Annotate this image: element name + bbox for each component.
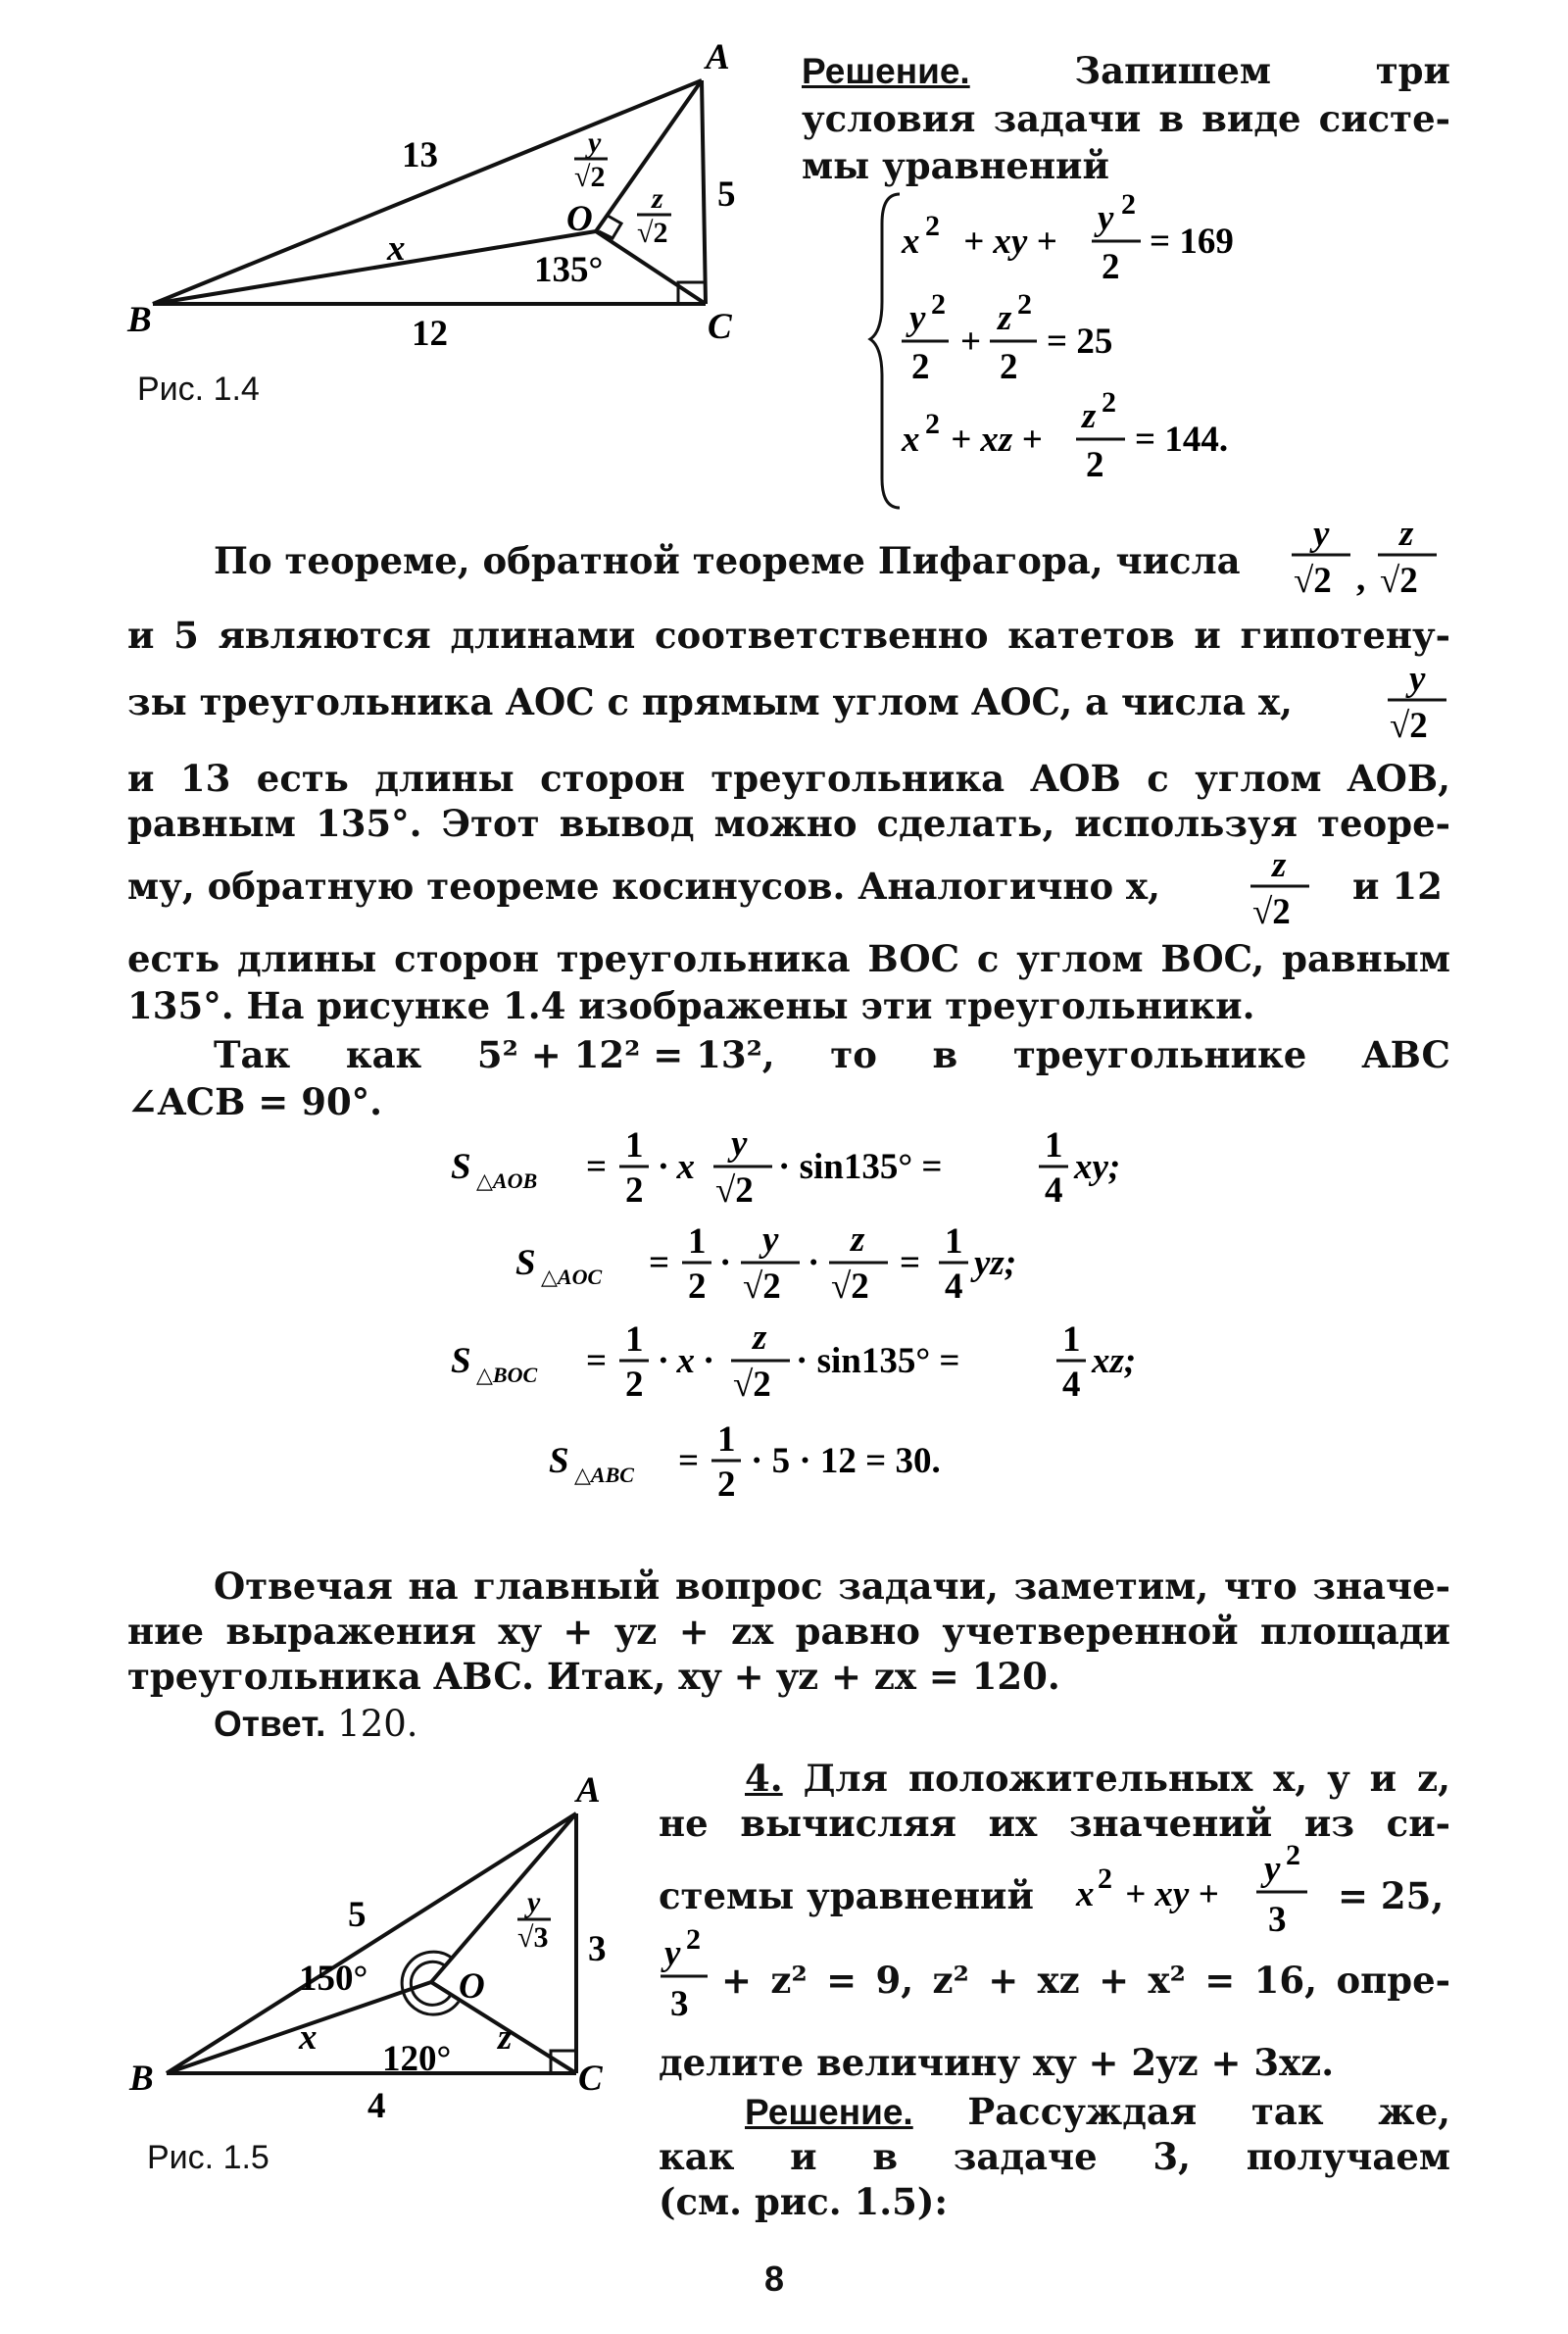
svg-text:S: S <box>451 1147 471 1187</box>
caption-fig-1-5: Рис. 1.5 <box>147 2139 270 2176</box>
svg-text:√2: √2 <box>1390 706 1428 746</box>
eq1-value: = 169 <box>1150 222 1234 262</box>
problem4-eq1-value: = 25, <box>1338 1874 1445 1917</box>
svg-text:xy;: xy; <box>1074 1147 1121 1187</box>
page-number: 8 <box>764 2259 785 2299</box>
label-ab: 13 <box>402 135 438 175</box>
solution-intro: Решение. Запишем три условия задачи в виде систе- мы уравнений <box>802 49 1450 187</box>
label-angle-150: 150° <box>299 1959 368 1999</box>
problem4-eq1 <box>1068 1839 1323 1951</box>
solution4-heading: Решение. <box>745 2092 913 2132</box>
figure-1-5 <box>127 1755 637 2127</box>
label-ao-num: y <box>527 1886 541 1918</box>
svg-text:2: 2 <box>1017 288 1032 321</box>
svg-text:2: 2 <box>1086 445 1104 485</box>
point-b: B <box>127 300 152 340</box>
label-bc: 4 <box>368 2086 386 2126</box>
problem4-line4: + z² = 9, z² + xz + x² = 16, опре- <box>721 1959 1450 2002</box>
svg-text:√2: √2 <box>1380 561 1418 601</box>
svg-text:√2: √2 <box>1252 892 1291 932</box>
segment-bo <box>153 231 596 304</box>
svg-text:1: 1 <box>1045 1125 1063 1166</box>
svg-text:1: 1 <box>1062 1319 1081 1360</box>
problem4-line2: не вычисляя их значений из си- <box>659 1802 1450 1845</box>
solution4-line1: Решение. Рассуждая так же, <box>745 2090 1450 2133</box>
svg-text:△AOB: △AOB <box>476 1168 538 1193</box>
svg-text:2: 2 <box>1000 347 1018 387</box>
svg-text:+ xz +: + xz + <box>951 420 1043 460</box>
label-bo: x <box>387 228 406 269</box>
label-ao-den: √3 <box>517 1921 549 1954</box>
point-c: C <box>708 307 732 347</box>
solution-heading: Решение. <box>802 51 970 91</box>
svg-text:2: 2 <box>925 408 940 440</box>
svg-text:z: z <box>1082 396 1097 436</box>
svg-text:S: S <box>515 1243 536 1283</box>
p3-line2: ние выражения xy + yz + zx равно учетверенной площади <box>127 1610 1450 1653</box>
svg-text:1: 1 <box>625 1319 644 1360</box>
label-ab: 5 <box>348 1895 367 1935</box>
svg-text:·: · <box>808 1243 820 1283</box>
answer: Ответ. 120. <box>214 1703 418 1745</box>
svg-text:2: 2 <box>688 1266 707 1307</box>
svg-text:S: S <box>451 1341 471 1381</box>
svg-text:x: x <box>1076 1874 1095 1914</box>
svg-text:√2: √2 <box>831 1266 869 1307</box>
svg-text:2: 2 <box>1102 386 1116 419</box>
svg-text:x: x <box>902 420 920 460</box>
area-formulas <box>431 1123 1274 1539</box>
fraction-z-root2 <box>1245 843 1323 941</box>
svg-text:z: z <box>1399 514 1414 554</box>
svg-text:2: 2 <box>1102 247 1120 287</box>
svg-text:z: z <box>753 1317 767 1358</box>
p1-line1: По теореме, обратной теореме Пифагора, числа <box>214 539 1241 582</box>
label-oc-den: √2 <box>637 217 668 249</box>
caption-fig-1-4: Рис. 1.4 <box>137 371 260 408</box>
svg-text:=: = <box>678 1441 700 1481</box>
svg-text:z: z <box>1272 845 1287 885</box>
svg-text:y: y <box>1264 1849 1281 1889</box>
point-a: A <box>576 1770 601 1811</box>
svg-text:yz;: yz; <box>974 1243 1017 1283</box>
svg-text:z: z <box>851 1219 865 1260</box>
p1-line8: 135°. На рисунке 1.4 изображены эти треугольники. <box>127 984 1255 1027</box>
p1-line5: равным 135°. Этот вывод можно сделать, используя теоре- <box>127 802 1450 845</box>
svg-text:1: 1 <box>717 1419 736 1460</box>
svg-text:2: 2 <box>925 210 940 242</box>
equation-system <box>870 184 1350 518</box>
svg-text:4: 4 <box>1062 1365 1081 1405</box>
label-ao-num: y <box>588 126 602 159</box>
svg-text:y: y <box>762 1219 779 1260</box>
svg-text:+ xy +: + xy + <box>1125 1874 1219 1914</box>
p2-line2: ∠ACB = 90°. <box>127 1080 383 1123</box>
fractions-y-z-root2 <box>1274 512 1460 610</box>
svg-text:=: = <box>586 1341 608 1381</box>
svg-text:2: 2 <box>1098 1862 1112 1895</box>
svg-text:√2: √2 <box>733 1365 771 1405</box>
svg-text:2: 2 <box>686 1923 701 1956</box>
eq2-value: = 25 <box>1047 322 1113 362</box>
svg-text:2: 2 <box>1121 188 1136 221</box>
p1-line3: зы треугольника AOC с прямым углом AOC, а числа x, <box>127 680 1293 723</box>
solution4-line2: как и в задаче 3, получаем <box>659 2135 1450 2178</box>
solution4-line3: (см. рис. 1.5): <box>659 2180 949 2223</box>
svg-text:y: y <box>731 1123 748 1164</box>
svg-text:· 5 · 12 = 30.: · 5 · 12 = 30. <box>751 1441 941 1481</box>
svg-text:xz;: xz; <box>1092 1341 1137 1381</box>
svg-text:1: 1 <box>625 1125 644 1166</box>
problem4-number: 4. <box>745 1757 783 1800</box>
svg-text:△BOC: △BOC <box>476 1363 538 1387</box>
figure-1-4 <box>118 37 764 354</box>
svg-text:√2: √2 <box>715 1170 754 1211</box>
p1-line6b: и 12 <box>1352 865 1443 908</box>
svg-text:z: z <box>998 298 1012 338</box>
svg-text:· x ·: · x · <box>659 1341 713 1381</box>
point-b: B <box>129 2059 154 2099</box>
svg-text:y: y <box>1313 514 1330 554</box>
svg-text:=: = <box>649 1243 670 1283</box>
p3-line1: Отвечая на главный вопрос задачи, заметим, что значе- <box>214 1564 1450 1608</box>
segment-ao <box>431 1813 576 1982</box>
segment-ab <box>153 80 702 304</box>
label-bc: 12 <box>412 314 448 354</box>
svg-text:√2: √2 <box>743 1266 781 1307</box>
svg-text:+: + <box>960 322 982 362</box>
svg-text:y: y <box>909 298 926 338</box>
svg-text:2: 2 <box>625 1365 644 1405</box>
svg-text:· sin135° =: · sin135° = <box>796 1341 960 1381</box>
svg-text:x: x <box>902 222 920 262</box>
svg-text:· sin135° =: · sin135° = <box>778 1147 943 1187</box>
svg-text:=: = <box>586 1147 608 1187</box>
svg-text:2: 2 <box>1286 1839 1300 1871</box>
p1-line6: му, обратную теореме косинусов. Аналогично x, <box>127 865 1160 908</box>
problem4-line3: стемы уравнений <box>659 1874 1034 1917</box>
svg-text:△AOC: △AOC <box>541 1265 603 1289</box>
svg-text:·: · <box>719 1243 732 1283</box>
p1-line4: и 13 есть длины сторон треугольника AOB с углом AOB, <box>127 757 1450 800</box>
svg-text:2: 2 <box>931 288 946 321</box>
p3-line3: треугольника ABC. Итак, xy + yz + zx = 120. <box>127 1655 1060 1698</box>
label-angle-120: 120° <box>382 2039 452 2079</box>
svg-text:√2: √2 <box>1294 561 1332 601</box>
svg-text:1: 1 <box>688 1221 707 1262</box>
point-c: C <box>578 2059 603 2099</box>
svg-text:y: y <box>1098 198 1114 238</box>
svg-text:S: S <box>549 1441 569 1481</box>
svg-text:2: 2 <box>911 347 930 387</box>
eq3-value: = 144. <box>1135 420 1229 460</box>
point-o: O <box>566 199 593 239</box>
svg-text:2: 2 <box>717 1465 736 1505</box>
label-ao-den: √2 <box>574 161 606 193</box>
svg-text:=: = <box>900 1243 921 1283</box>
svg-text:4: 4 <box>945 1266 963 1307</box>
svg-text:y: y <box>664 1933 681 1973</box>
svg-text:+ xy +: + xy + <box>963 222 1057 262</box>
label-angle: 135° <box>534 250 604 290</box>
svg-text:3: 3 <box>670 1984 689 2024</box>
problem4-line1: 4. Для положительных x, y и z, <box>745 1757 1450 1800</box>
segment-ac <box>702 80 706 304</box>
p1-line2: и 5 являются длинами соответственно катетов и гипотену- <box>127 614 1450 657</box>
svg-text:4: 4 <box>1045 1170 1063 1211</box>
label-ac: 3 <box>588 1929 607 1969</box>
point-o: O <box>459 1966 485 2007</box>
label-oc-num: z <box>652 182 663 215</box>
svg-text:y: y <box>1409 659 1426 699</box>
point-a: A <box>706 37 730 77</box>
problem4-frac <box>659 1923 717 2035</box>
p1-line7: есть длины сторон треугольника BOC с углом BOC, равным <box>127 937 1450 980</box>
label-bo: x <box>299 2017 318 2058</box>
label-ac: 5 <box>717 174 736 215</box>
fraction-y-root2 <box>1382 657 1460 755</box>
svg-text:1: 1 <box>945 1221 963 1262</box>
svg-text:3: 3 <box>1268 1900 1287 1940</box>
svg-text:2: 2 <box>625 1170 644 1211</box>
svg-text:△ABC: △ABC <box>574 1463 634 1487</box>
problem4-line5: делите величину xy + 2yz + 3xz. <box>659 2041 1335 2084</box>
svg-text:· x: · x <box>659 1147 695 1187</box>
svg-text:,: , <box>1356 559 1366 599</box>
label-oc: z <box>498 2017 513 2058</box>
p2-line1: Так как 5² + 12² = 13², то в треугольнике ABC <box>214 1033 1450 1076</box>
